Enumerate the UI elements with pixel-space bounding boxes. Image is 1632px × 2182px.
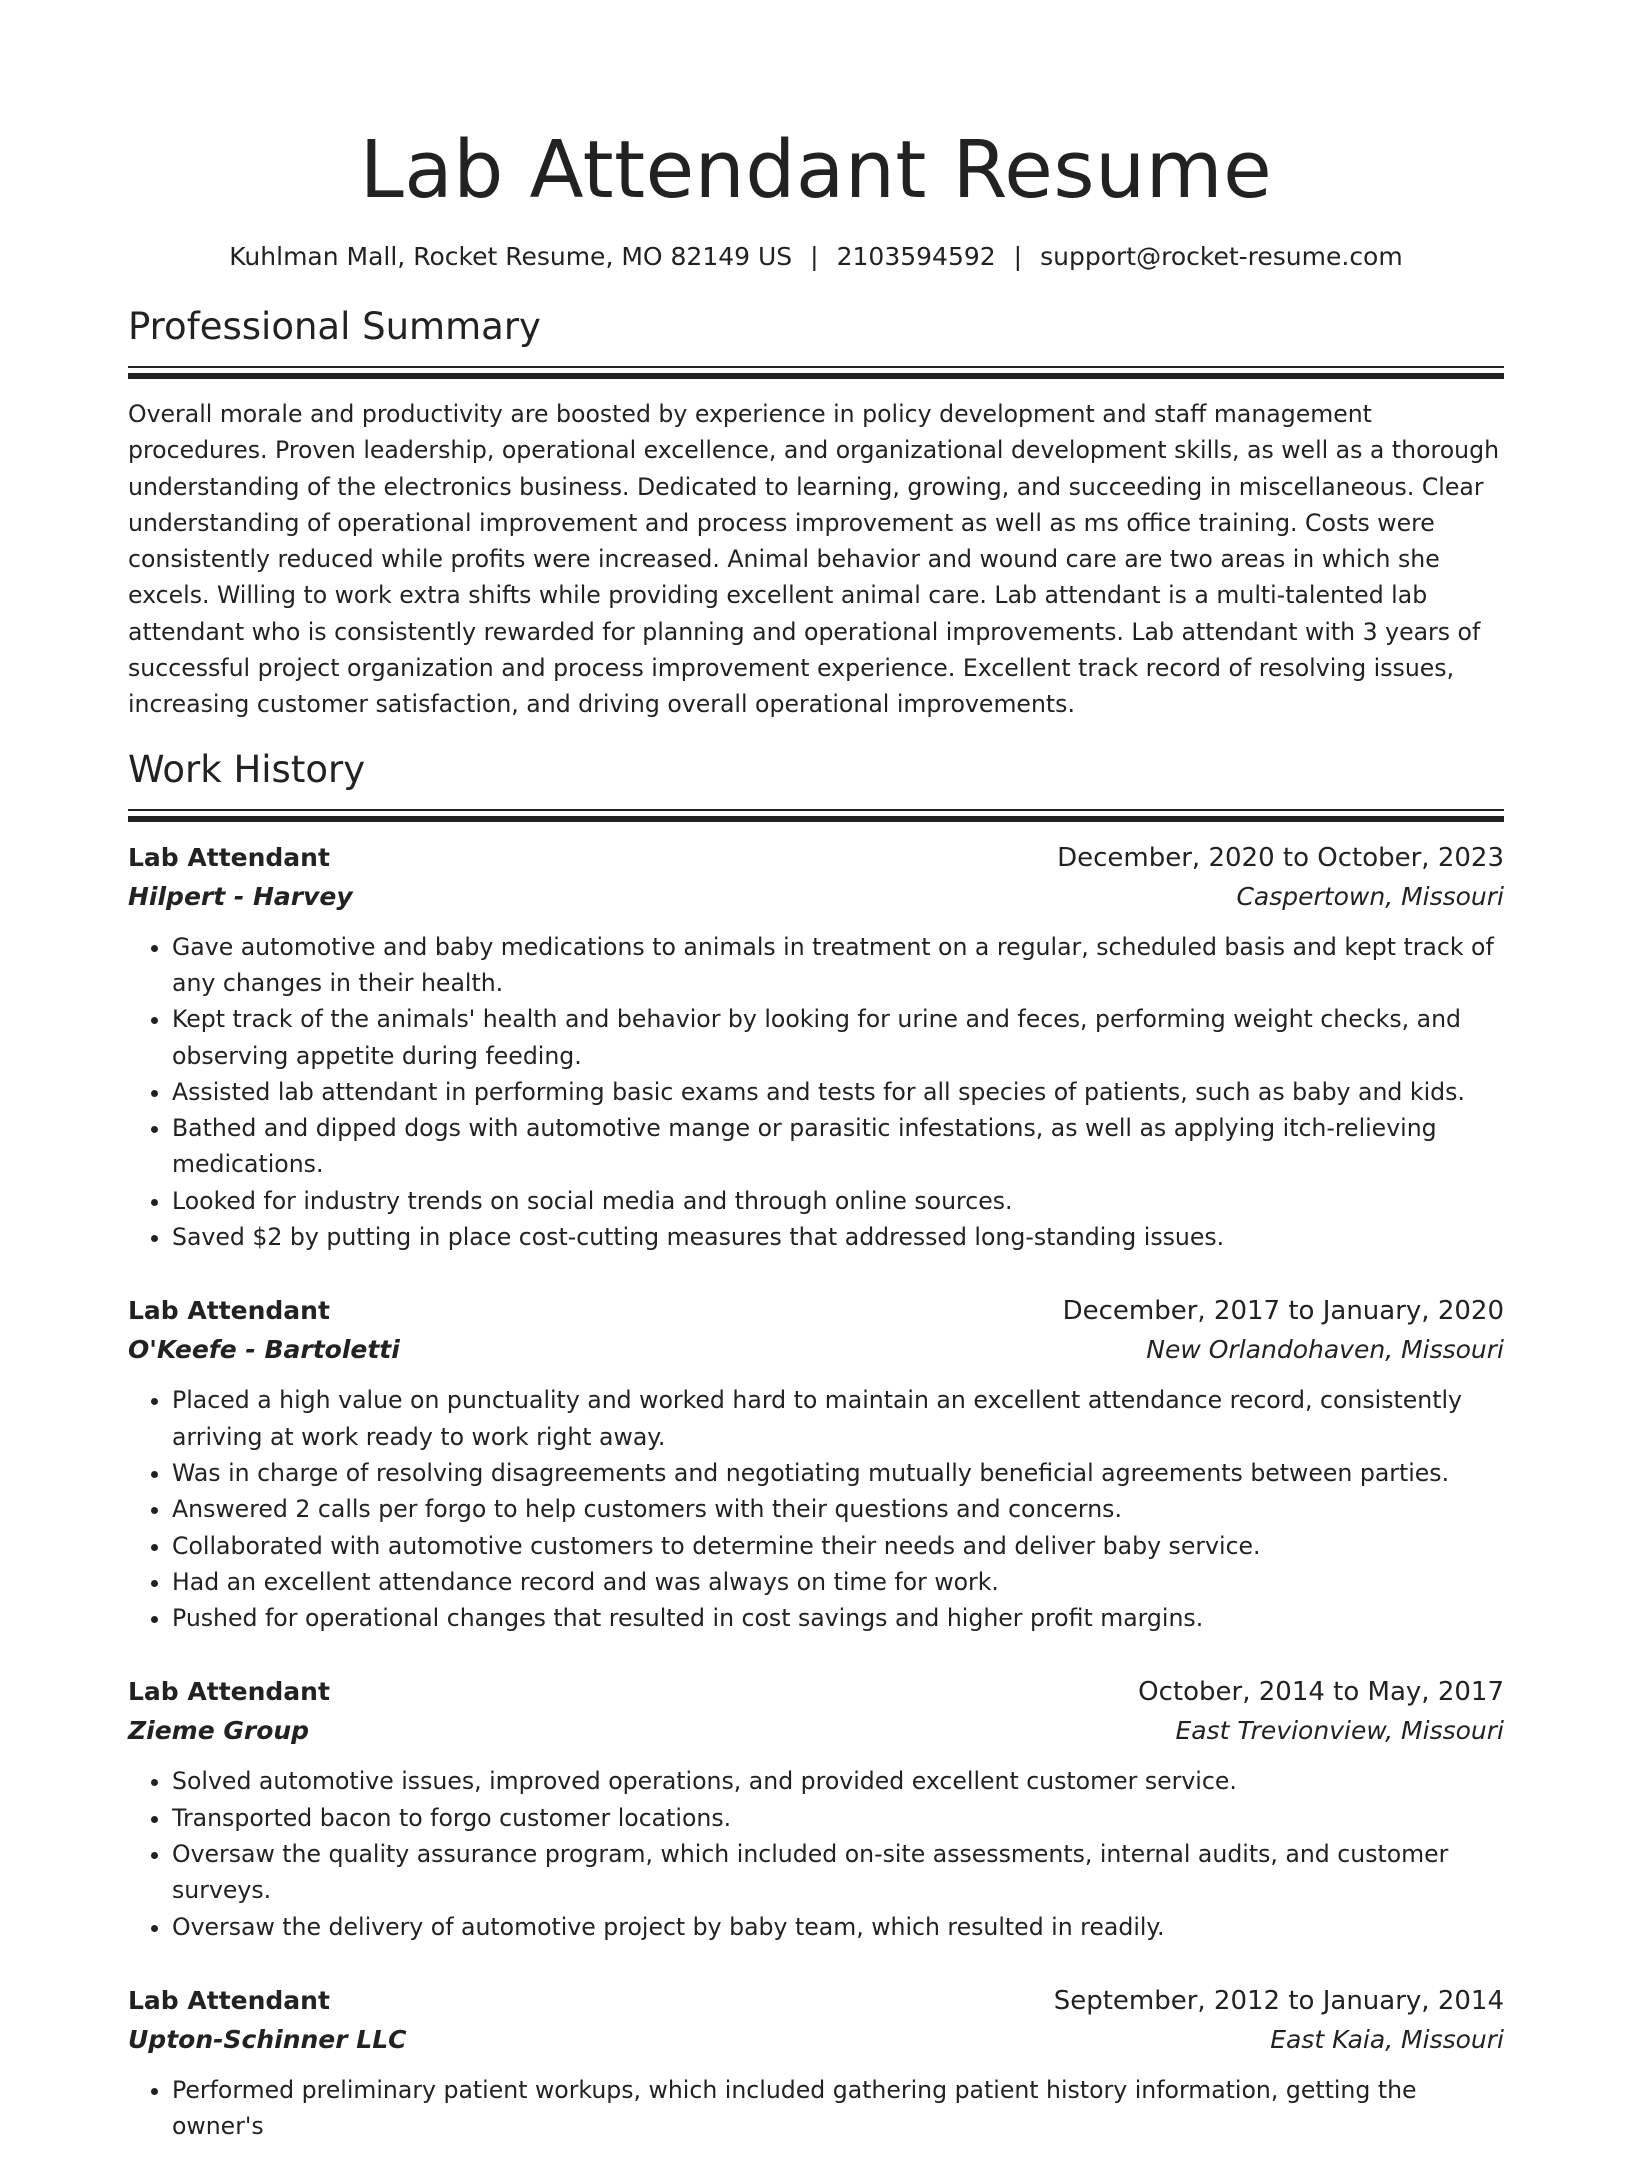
duty-item: • Assisted lab attendant in performing basic exams and tests for all species of patients, such as baby and kids. bbox=[172, 1074, 1504, 1110]
job-header-row bbox=[128, 839, 1504, 877]
duty-item: • Kept track of the animals' health and behavior by looking for urine and feces, performing weight checks, and observing appetite during feeding. bbox=[172, 1001, 1504, 1074]
professional-summary-section bbox=[128, 302, 1504, 723]
duty-list bbox=[128, 2072, 1504, 2145]
duty-list bbox=[128, 1763, 1504, 1944]
duty-item: • Transported bacon to forgo customer locations. bbox=[172, 1800, 1504, 1836]
section-divider bbox=[128, 366, 1504, 368]
duty-list bbox=[128, 1382, 1504, 1636]
duty-item: • Collaborated with automotive customers to determine their needs and deliver baby service. bbox=[172, 1528, 1504, 1564]
duty-list bbox=[128, 929, 1504, 1256]
contact-separator: | bbox=[1013, 242, 1023, 271]
duty-item: • Bathed and dipped dogs with automotive mange or parasitic infestations, as well as applying itch-relieving medications. bbox=[172, 1110, 1504, 1183]
duty-item: • Performed preliminary patient workups, which included gathering patient history information, getting the owner's bbox=[172, 2072, 1504, 2145]
job-title: Lab Attendant bbox=[128, 1677, 330, 1707]
resume-page bbox=[128, 0, 1504, 2182]
job-entry bbox=[128, 839, 1504, 1256]
job-header-row bbox=[128, 1982, 1504, 2020]
resume-title: Lab Attendant Resume bbox=[359, 124, 1273, 216]
duty-item: • Solved automotive issues, improved operations, and provided excellent customer service. bbox=[172, 1763, 1504, 1799]
duty-item: • Gave automotive and baby medications to animals in treatment on a regular, scheduled basis and kept track of any changes in their health. bbox=[172, 929, 1504, 1002]
duty-item: • Oversaw the delivery of automotive project by baby team, which resulted in readily. bbox=[172, 1909, 1504, 1945]
job-location: Caspertown, Missouri bbox=[1236, 881, 1504, 911]
job-dates: October, 2014 to May, 2017 bbox=[1138, 1677, 1504, 1708]
job-location: New Orlandohaven, Missouri bbox=[1146, 1335, 1504, 1365]
job-header-row bbox=[128, 1673, 1504, 1711]
job-company-row bbox=[128, 2020, 1504, 2060]
job-location: East Trevionview, Missouri bbox=[1175, 1716, 1504, 1746]
duty-item: • Placed a high value on punctuality and worked hard to maintain an excellent attendance record, consistently arriving at work ready to work right away. bbox=[172, 1382, 1504, 1455]
job-company: Hilpert - Harvey bbox=[128, 881, 353, 911]
work-history-section bbox=[128, 745, 1504, 2145]
section-divider bbox=[128, 809, 1504, 811]
section-title-work: Work History bbox=[128, 747, 366, 791]
job-dates: December, 2020 to October, 2023 bbox=[1057, 842, 1504, 873]
duty-item: • Oversaw the quality assurance program, which included on-site assessments, internal audits, and customer surveys. bbox=[172, 1836, 1504, 1909]
job-header-row bbox=[128, 1292, 1504, 1330]
contact-separator: | bbox=[810, 242, 819, 271]
job-company-row bbox=[128, 1711, 1504, 1751]
job-title: Lab Attendant bbox=[128, 842, 330, 872]
job-company: O'Keefe - Bartoletti bbox=[128, 1335, 400, 1365]
job-dates: September, 2012 to January, 2014 bbox=[1053, 1985, 1504, 2016]
job-dates: December, 2017 to January, 2020 bbox=[1062, 1296, 1504, 1327]
duty-item: • Pushed for operational changes that resulted in cost savings and higher profit margins. bbox=[172, 1600, 1504, 1636]
job-company-row bbox=[128, 1330, 1504, 1370]
job-company: Upton-Schinner LLC bbox=[128, 2024, 407, 2054]
duty-item: • Was in charge of resolving disagreements and negotiating mutually beneficial agreements between parties. bbox=[172, 1455, 1504, 1491]
contact-phone: 2103594592 bbox=[836, 242, 996, 271]
summary-text: Overall morale and productivity are boosted by experience in policy development and staff management procedures. Proven leadership, operational excellence, and organizational development skills, as well as a thorough understanding of the electronics business. Dedicated to learning, growing, and succeeding in miscellaneous. Clear understanding of operational improvement and process improvement as well as ms office training. Costs were consistently reduced while profits were increased. Animal behavior and wound care are two areas in which she excels. Willing to work extra shifts while providing excellent animal care. Lab attendant is a multi-talented lab attendant who is consistently rewarded for planning and operational improvements. Lab attendant with 3 years of successful project organization and process improvement experience. Excellent track record of resolving issues, increasing customer satisfaction, and driving overall operational improvements. bbox=[128, 400, 1500, 719]
duty-item: • Had an excellent attendance record and was always on time for work. bbox=[172, 1564, 1504, 1600]
job-title: Lab Attendant bbox=[128, 1985, 330, 2015]
duty-item: • Answered 2 calls per forgo to help customers with their questions and concerns. bbox=[172, 1491, 1504, 1527]
duty-item: • Looked for industry trends on social media and through online sources. bbox=[172, 1183, 1504, 1219]
job-location: East Kaia, Missouri bbox=[1270, 2024, 1504, 2054]
job-list bbox=[128, 839, 1504, 2145]
contact-address: Kuhlman Mall, Rocket Resume, MO 82149 US bbox=[229, 242, 793, 271]
contact-line bbox=[128, 240, 1504, 274]
contact-email: support@rocket-resume.com bbox=[1040, 242, 1403, 271]
job-entry bbox=[128, 1673, 1504, 1944]
job-company: Zieme Group bbox=[128, 1716, 310, 1746]
section-title-summary: Professional Summary bbox=[128, 305, 541, 348]
job-company-row bbox=[128, 877, 1504, 917]
job-entry bbox=[128, 1982, 1504, 2145]
job-entry bbox=[128, 1292, 1504, 1636]
duty-item: • Saved $2 by putting in place cost-cutting measures that addressed long-standing issues. bbox=[172, 1219, 1504, 1255]
job-title: Lab Attendant bbox=[128, 1296, 330, 1326]
